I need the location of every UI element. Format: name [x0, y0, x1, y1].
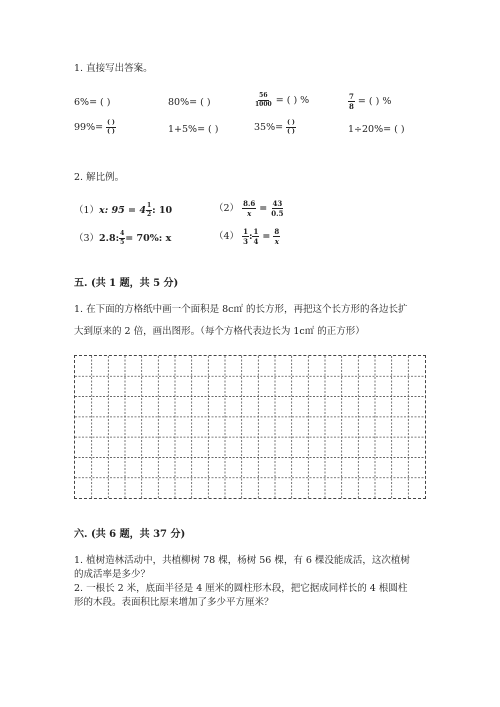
- section-5-question-line-2: 大到原来的 2 倍，画出图形。（每个方格代表边长为 1c㎡ 的正方形）: [74, 326, 365, 337]
- proportion-4: [214, 228, 280, 245]
- fraction-numerator: ( ): [287, 119, 295, 126]
- fraction-numerator: 7: [349, 92, 354, 101]
- square-grid-paper[interactable]: [74, 355, 426, 499]
- section-6-q2-line-2: 形的木段。表面积比原来增加了多少平方厘米？: [74, 597, 274, 608]
- q1-item-7-pre: 35%=: [254, 122, 284, 133]
- proportion-2-label: （2）: [214, 203, 240, 214]
- equals-sign: =: [259, 203, 268, 214]
- section-5-heading: 五. (共 1 题，共 5 分): [74, 278, 179, 289]
- proportion-1-tail: : 10: [152, 205, 173, 216]
- proportion-1-expr: x: 95 = 4: [99, 205, 146, 216]
- proportion-4-label: （4）: [214, 231, 240, 242]
- proportion-3-label: （3）: [74, 233, 100, 244]
- proportion-2: [214, 200, 284, 217]
- fraction-denominator: x: [274, 237, 279, 246]
- q1-item-5-pre: 99%=: [74, 122, 104, 133]
- fraction-numerator: 8.6: [243, 199, 256, 208]
- fraction-numerator: 1: [146, 202, 152, 209]
- q1-item-3: [254, 93, 309, 108]
- q1-item-6: 1+5%= ( ): [168, 124, 219, 135]
- section-6-q1-line-2: 的成活率是多少？: [74, 569, 151, 580]
- proportion-3-tail: = 70%: x: [125, 233, 172, 244]
- fraction-denominator: ( ): [287, 128, 295, 135]
- fraction-denominator: 3: [243, 237, 248, 246]
- fraction-denominator: 2: [146, 211, 152, 218]
- fraction-denominator: x: [247, 209, 252, 218]
- proportion-3: [74, 230, 171, 246]
- fraction-numerator: 1: [243, 227, 248, 236]
- q1-item-8: 1÷20%= ( ): [348, 124, 405, 135]
- section-6-q2-line-1: 2. 一根长 2 米，底面半径是 4 厘米的圆柱形木段，把它据成同样长的 4 根圆柱: [74, 583, 408, 594]
- q1-item-2: 80%= ( ): [168, 97, 211, 108]
- equals-sign: =: [262, 231, 271, 242]
- q1-item-7: [254, 120, 296, 135]
- q1-item-3-rest: = ( ) %: [275, 95, 310, 106]
- proportion-1-label: （1）: [74, 205, 100, 216]
- q1-item-1: 6%= ( ): [74, 97, 111, 108]
- fraction-numerator: 1: [253, 227, 259, 236]
- fraction-denominator: 1000: [255, 101, 272, 108]
- q1-item-4: [348, 93, 391, 110]
- section-5-question-line-1: 1. 在下面的方格纸中画一个面积是 8c㎡ 的长方形，再把这个长方形的各边长扩: [74, 304, 408, 315]
- fraction-numerator: 43: [272, 199, 283, 208]
- fraction-denominator: 0.5: [271, 209, 284, 218]
- q2-heading: 2. 解比例。: [74, 172, 125, 183]
- fraction-numerator: 4: [120, 230, 125, 237]
- proportion-1: [74, 202, 172, 218]
- colon: :: [248, 231, 253, 242]
- fraction-denominator: 5: [120, 239, 125, 246]
- fraction-numerator: ( ): [107, 119, 115, 126]
- fraction-numerator: 56: [259, 92, 268, 99]
- q1-item-5: [74, 120, 116, 135]
- fraction-denominator: 4: [253, 237, 259, 246]
- section-6-q1-line-1: 1. 植树造林活动中，共植柳树 78 棵，杨树 56 棵，有 6 棵没能成活，这次植树: [74, 555, 410, 566]
- section-6-heading: 六. (共 6 题，共 37 分): [74, 529, 186, 540]
- q1-heading: 1. 直接写出答案。: [74, 63, 153, 74]
- fraction-numerator: 8: [274, 227, 280, 236]
- proportion-3-a: 2.8:: [99, 233, 120, 244]
- grid-lines: [75, 356, 425, 498]
- fraction-denominator: 8: [349, 102, 354, 111]
- q1-item-4-rest: = ( ) %: [357, 96, 392, 107]
- fraction-denominator: ( ): [107, 128, 115, 135]
